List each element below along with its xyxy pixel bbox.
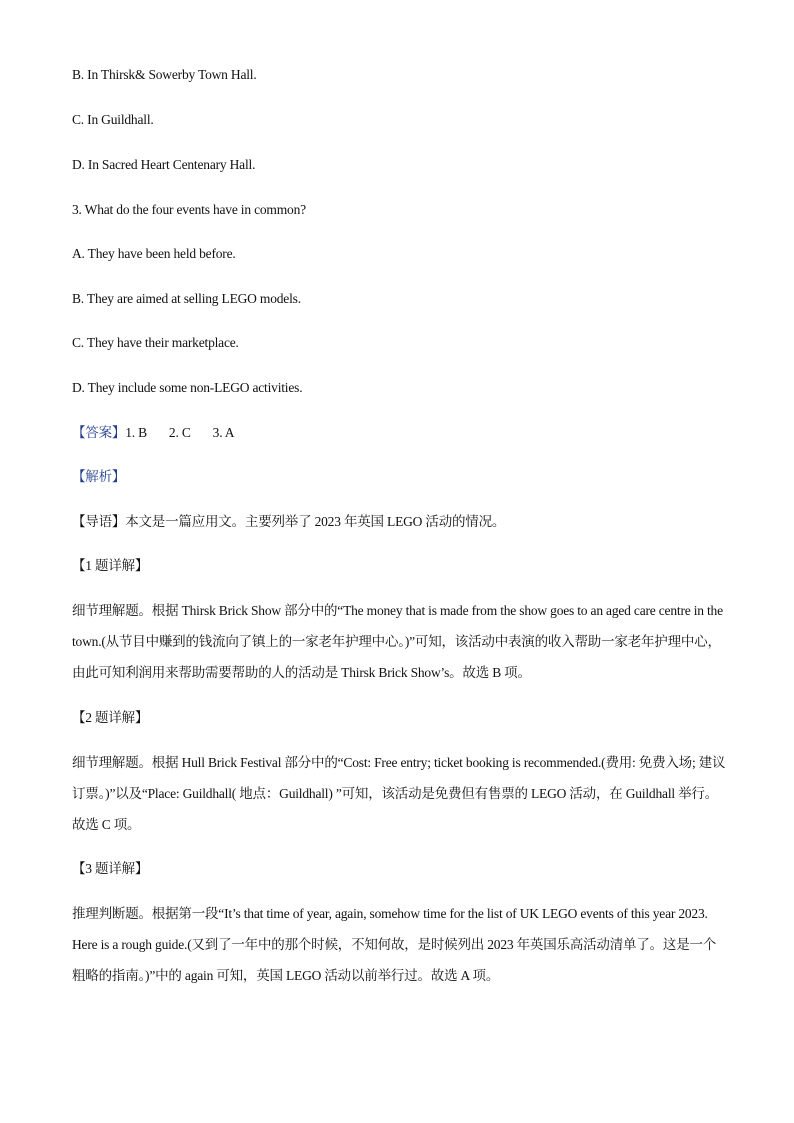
detail-2-title: 【2 题详解】 [72,710,149,725]
detail-1-text: 细节理解题。根据 Thirsk Brick Show 部分中的“The money that is made from the show goes to an aged care centre in the town.(从节目中赚到的钱流向了镇上的一家老年护理中心。)”可知，该活动中表演的收入帮助一家老年护理中心，由此可知利润用来帮助需要帮助的人的活动是 Thirsk Brick Show’s。故选 B 项。 [72,603,723,680]
option-2d: D. In Sacred Heart Centenary Hall. [72,157,256,172]
option-3b: B. They are aimed at selling LEGO models. [72,291,301,306]
question-3: 3. What do the four events have in common? [72,202,306,217]
option-3a: A. They have been held before. [72,246,236,261]
option-2b: B. In Thirsk& Sowerby Town Hall. [72,67,257,82]
detail-3-title: 【3 题详解】 [72,861,149,876]
detail-2-text: 细节理解题。根据 Hull Brick Festival 部分中的“Cost: Free entry; ticket booking is recommended.(费用: 免费入场; 建议订票。)”以及“Place: Guildhall( 地点：Guildhall) ”可知，该活动是免费但有售票的 LEGO 活动，在 Guildhall 举行。故选 C 项。 [72,755,726,832]
answer-label: 【答案】 [72,425,126,440]
detail-3-text: 推理判断题。根据第一段“It’s that time of year, again, somehow time for the list of UK LEGO events of this year 2023. Here is a rough guide.(又到了一年中的那个时候，不知何故，是时候列出 2023 年英国乐高活动清单了。这是一个粗略的指南。)”中的 again 可知，英国 LEGO 活动以前举行过。故选 A 项。 [72,906,717,983]
answer-line [72,424,234,442]
answer-3: 3. A [212,425,235,440]
guide-text: 【导语】本文是一篇应用文。主要列举了 2023 年英国 LEGO 活动的情况。 [72,514,506,529]
detail-1-title: 【1 题详解】 [72,558,149,573]
answer-1: 1. B [125,425,147,440]
option-3d: D. They include some non-LEGO activities. [72,380,303,395]
option-3c: C. They have their marketplace. [72,335,239,350]
analysis-label: 【解析】 [72,469,126,484]
answer-2: 2. C [168,425,191,440]
option-2c: C. In Guildhall. [72,112,154,127]
